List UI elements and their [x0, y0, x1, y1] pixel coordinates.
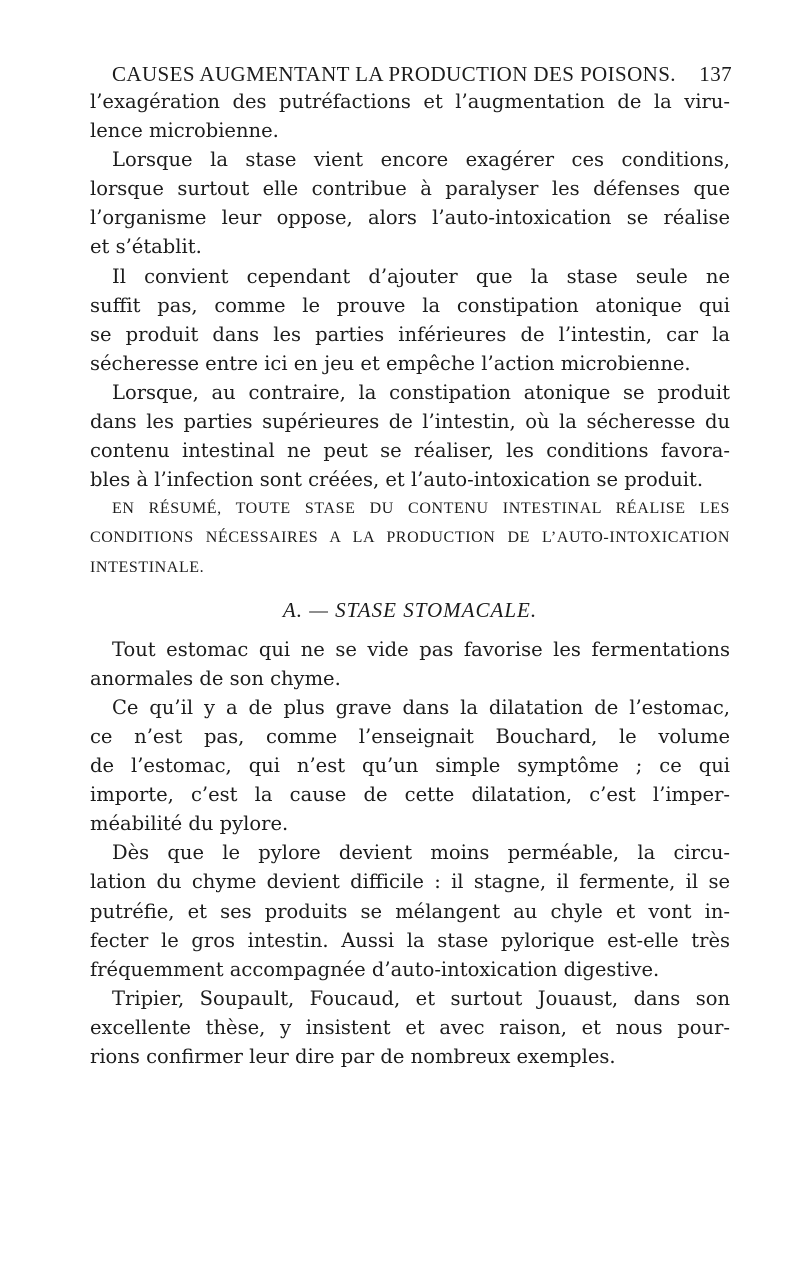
- text-line: ce n’est pas, comme l’enseignait Bouchard, le volume: [90, 724, 730, 748]
- text-line: Lorsque, au contraire, la constipation atonique se produit: [112, 380, 730, 404]
- paragraph: [90, 145, 730, 261]
- text-line: Il convient cependant d’ajouter que la stase seule ne: [112, 264, 730, 288]
- section-heading: A. — STASE STOMACALE.: [282, 597, 538, 622]
- text-line: CONDITIONS NÉCESSAIRES A LA PRODUCTION DE L’AUTO-INTOXICATION: [90, 529, 730, 547]
- paragraph: [90, 693, 730, 838]
- summary-paragraph: [90, 494, 730, 581]
- text-line: Dès que le pylore devient moins perméable, la circu-: [112, 841, 730, 865]
- running-title: CAUSES AUGMENTANT LA PRODUCTION DES POISONS.: [112, 62, 676, 86]
- text-line: sécheresse entre ici en jeu et empêche l’action microbienne.: [90, 351, 691, 375]
- text-line: rions confirmer leur dire par de nombreux exemples.: [90, 1045, 616, 1068]
- text-line: excellente thèse, y insistent et avec raison, et nous pour-: [90, 1015, 730, 1039]
- text-line: Tout estomac qui ne se vide pas favorise les fermentations: [112, 637, 730, 661]
- paragraph: [90, 87, 730, 145]
- paragraph: [90, 378, 730, 494]
- text-line: l’organisme leur oppose, alors l’auto-intoxication se réalise: [90, 206, 730, 230]
- text-line: lation du chyme devient difficile : il stagne, il fermente, il se: [90, 870, 730, 894]
- text-line: lorsque surtout elle contribue à paralyser les défenses que: [90, 177, 730, 201]
- paragraph: [90, 838, 730, 983]
- text-line: fréquemment accompagnée d’auto-intoxication digestive.: [90, 957, 660, 981]
- text-line: Ce qu’il y a de plus grave dans la dilatation de l’estomac,: [112, 695, 730, 719]
- text-line: importe, c’est la cause de cette dilatation, c’est l’imper-: [90, 783, 730, 807]
- paragraph: [90, 635, 730, 693]
- page-number: 137: [699, 62, 732, 86]
- text-line: suffit pas, comme le prouve la constipation atonique qui: [90, 293, 730, 317]
- text-line: anormales de son chyme.: [90, 666, 341, 690]
- running-header: [112, 62, 732, 90]
- text-line: EN RÉSUMÉ, TOUTE STASE DU CONTENU INTESTINAL RÉALISE LES: [112, 500, 730, 518]
- text-line: méabilité du pylore.: [90, 812, 289, 836]
- text-line: Tripier, Soupault, Foucaud, et surtout Jouaust, dans son: [112, 986, 730, 1010]
- text-line: de l’estomac, qui n’est qu’un simple symptôme ; ce qui: [90, 754, 730, 778]
- text-line: lence microbienne.: [90, 119, 279, 143]
- text-line: putréfie, et ses produits se mélangent au chyle et vont in-: [90, 899, 730, 923]
- text-line: bles à l’infection sont créées, et l’auto-intoxication se produit.: [90, 468, 704, 492]
- text-line: se produit dans les parties inférieures de l’intestin, car la: [90, 322, 730, 346]
- paragraph: [90, 262, 730, 378]
- text-line: dans les parties supérieures de l’intestin, où la sécheresse du: [90, 410, 730, 434]
- text-line: fecter le gros intestin. Aussi la stase pylorique est-elle très: [90, 928, 730, 952]
- text-line: l’exagération des putréfactions et l’augmentation de la viru-: [90, 90, 730, 113]
- text-line: et s’établit.: [90, 235, 202, 259]
- body-text: [90, 87, 730, 1071]
- text-line: Lorsque la stase vient encore exagérer ces conditions,: [112, 148, 730, 172]
- text-line: INTESTINALE.: [90, 558, 205, 576]
- text-line: contenu intestinal ne peut se réaliser, les conditions favora-: [90, 439, 730, 463]
- paragraph: [90, 984, 730, 1071]
